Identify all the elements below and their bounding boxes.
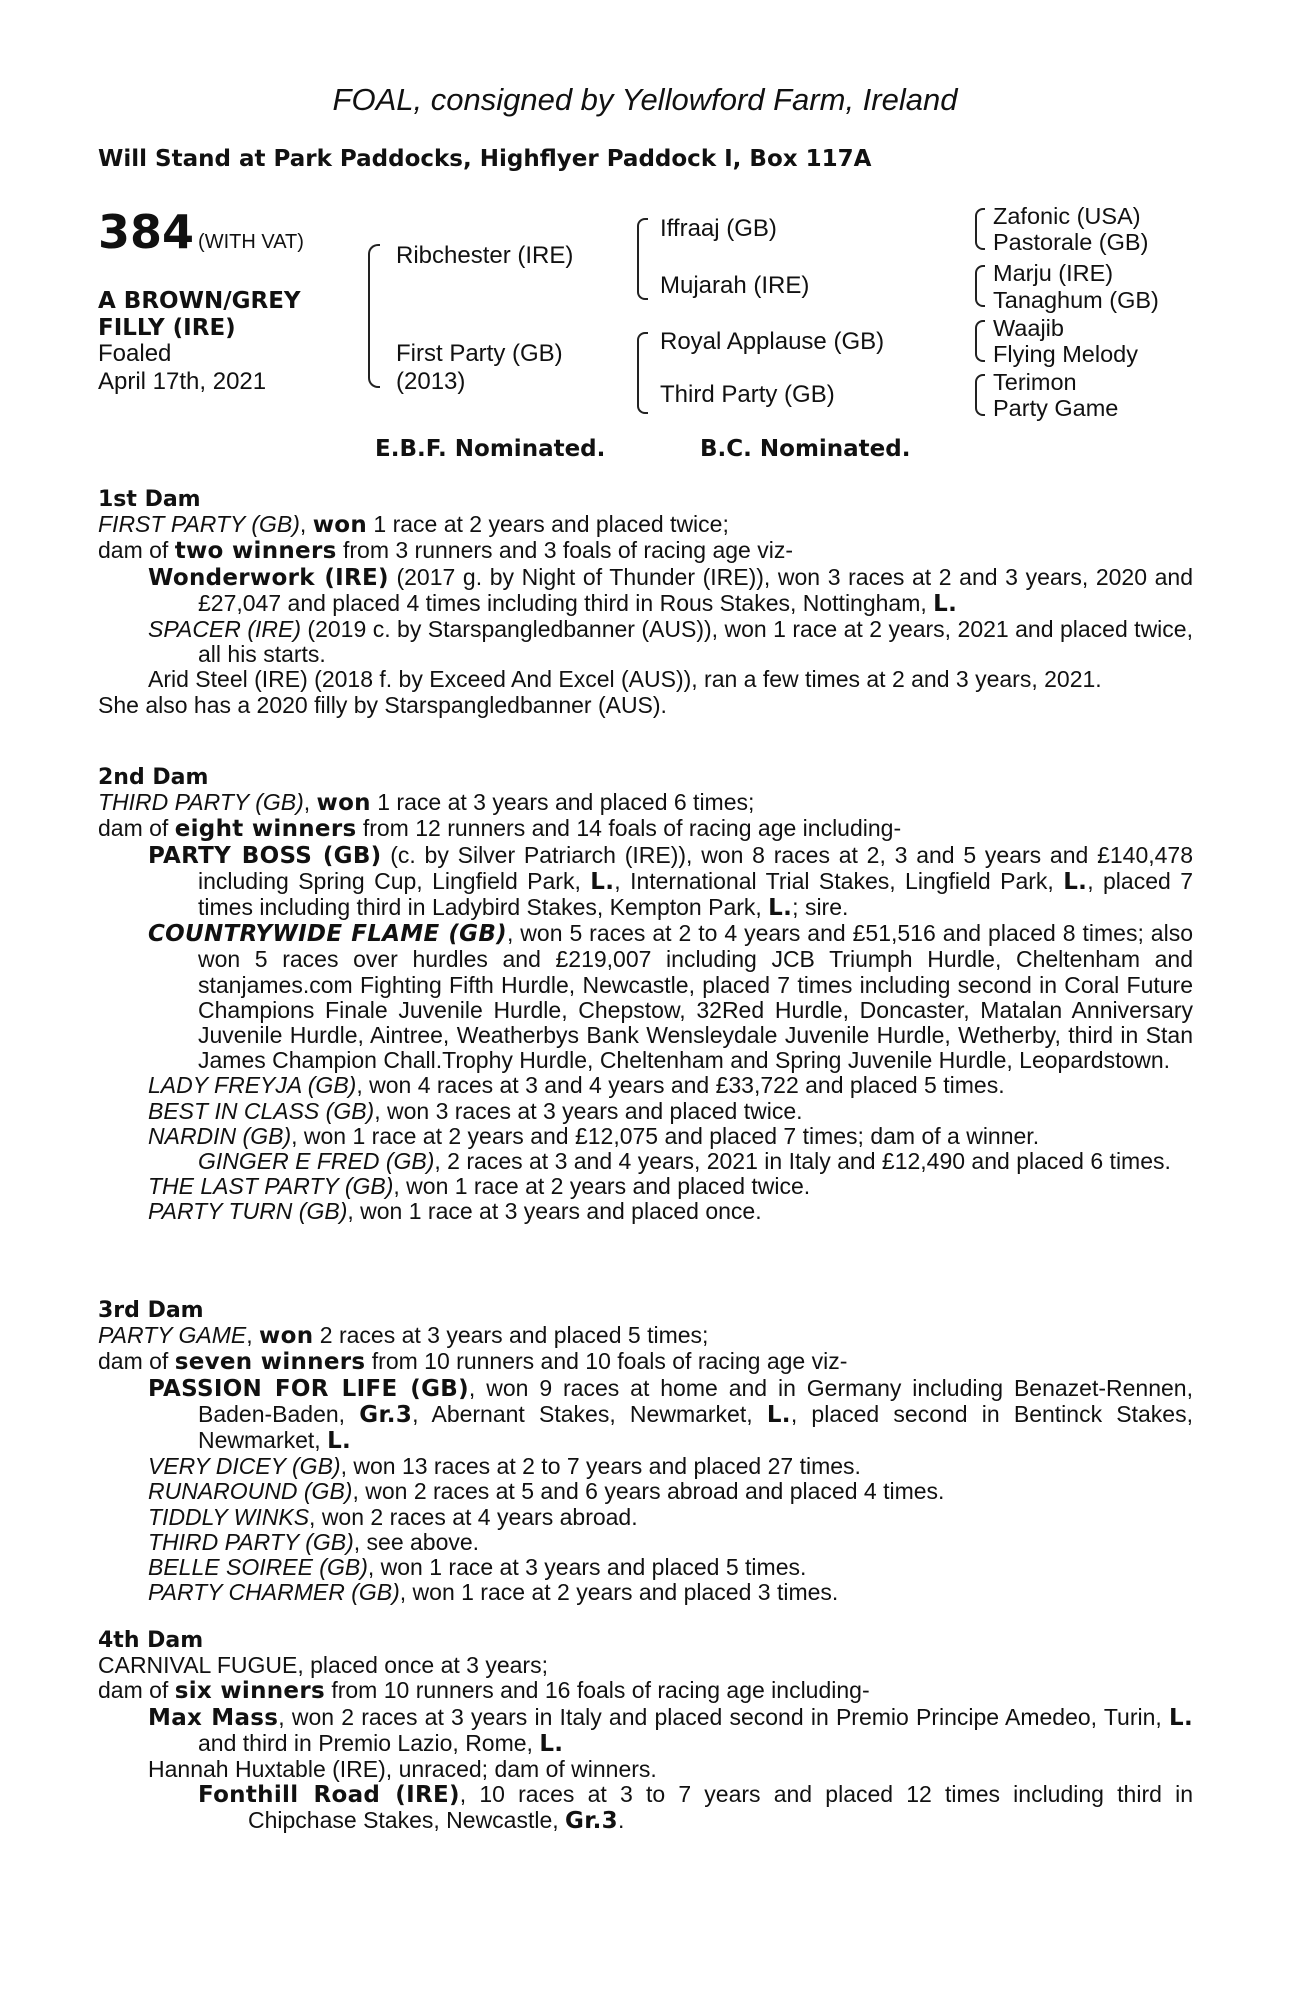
text: from 10 runners and 16 foals of racing age including-	[324, 1677, 870, 1704]
pedigree-dam: First Party (GB)	[396, 340, 563, 367]
pedigree-sire: Ribchester (IRE)	[396, 242, 574, 269]
progeny-record: , won 1 race at 3 years and placed once.	[347, 1198, 762, 1225]
winners-count: two winners	[174, 538, 337, 565]
first-dam-footer: She also has a 2020 filly by Starspangledbanner (AUS).	[98, 691, 667, 718]
pedigree-brace-3a	[975, 208, 985, 250]
pedigree-brace-3b	[975, 265, 985, 307]
progeny-name: THE LAST PARTY (GB)	[148, 1173, 394, 1200]
progeny-record: , won 1 race at 2 years and placed 3 times.	[399, 1579, 839, 1606]
text: , won 2 races at 3 years in Italy and placed second in Premio Principe Amedeo, Turin,	[278, 1703, 1169, 1730]
progeny-name: LADY FREYJA (GB)	[148, 1072, 357, 1099]
pedigree-g3-4: Tanaghum (GB)	[993, 287, 1159, 313]
progeny-name: PARTY CHARMER (GB)	[148, 1579, 400, 1606]
pedigree-sire-sire: Iffraaj (GB)	[660, 215, 777, 242]
progeny-entry	[98, 921, 1193, 1073]
sex-line-1: A BROWN/GREY	[98, 288, 301, 314]
pedigree-g3-6: Flying Melody	[993, 341, 1138, 367]
winners-count: seven winners	[174, 1349, 366, 1376]
progeny-entry	[98, 1376, 1193, 1455]
pedigree-brace-3d	[975, 374, 985, 416]
foaled-block	[98, 340, 266, 396]
progeny-entry	[98, 843, 1193, 922]
progeny-name: PARTY BOSS (GB)	[148, 842, 382, 869]
progeny-entry	[98, 1174, 1193, 1199]
progeny-record: (2019 c. by Starspangledbanner (AUS)), won 1 race at 2 years, 2021 and placed twice, all his starts.	[198, 616, 1193, 668]
progeny-entry: Arid Steel (IRE) (2018 f. by Exceed And Excel (AUS)), ran a few times at 2 and 3 years, 2021.	[148, 666, 1102, 693]
third-dam-produce	[98, 1349, 1193, 1375]
foaled-date: April 17th, 2021	[98, 368, 267, 395]
progeny-name: BELLE SOIREE (GB)	[148, 1554, 368, 1581]
progeny-record: , won 1 race at 2 years and placed twice.	[393, 1173, 811, 1200]
progeny-record: , won 3 races at 3 years and placed twice.	[374, 1097, 803, 1124]
progeny-record: , won 1 race at 3 years and placed 5 times.	[367, 1554, 807, 1581]
listed-marker: L.	[327, 1428, 352, 1455]
bc-nomination: B.C. Nominated.	[700, 436, 911, 462]
progeny-name: Wonderwork (IRE)	[148, 564, 389, 591]
progeny-entry	[98, 1454, 1193, 1479]
progeny-entry	[98, 1199, 1193, 1224]
listed-marker: L.	[1168, 1704, 1193, 1731]
pedigree-g3-1: Zafonic (USA)	[993, 203, 1141, 229]
text: , 10 races at 3 to 7 years and placed 12 times including third in Chipchase Stakes, Newcastle,	[248, 1781, 1193, 1834]
text: , won 9 races at home and in Germany including Benazet-Rennen, Baden-Baden,	[198, 1374, 1193, 1427]
sex-line-2: FILLY (IRE)	[98, 315, 236, 341]
horse-description	[98, 288, 358, 342]
progeny-name: PASSION FOR LIFE (GB)	[148, 1375, 469, 1402]
progeny-name: COUNTRYWIDE FLAME (GB)	[148, 921, 507, 948]
text: ; sire.	[792, 894, 849, 921]
won-label: won	[312, 512, 368, 539]
pedigree-sire-dam: Mujarah (IRE)	[660, 272, 810, 299]
progeny-name: THIRD PARTY (GB)	[148, 1528, 354, 1555]
text: dam of	[98, 537, 175, 564]
progeny-entry	[98, 1479, 1193, 1504]
dam-name: FIRST PARTY (GB)	[98, 511, 300, 538]
summary-text: 1 race at 2 years and placed twice;	[367, 511, 729, 538]
second-dam-section	[98, 765, 1193, 1225]
progeny-record: , won 2 races at 4 years abroad.	[309, 1503, 638, 1530]
grand-progeny-entry	[98, 1149, 1193, 1174]
pedigree-brace-1	[368, 244, 380, 388]
progeny-name: RUNAROUND (GB)	[148, 1478, 353, 1505]
progeny-entry	[98, 1580, 1193, 1605]
summary-text: 1 race at 3 years and placed 6 times;	[370, 789, 755, 816]
progeny-record: , see above.	[353, 1528, 480, 1555]
pedigree-brace-2b	[637, 332, 648, 414]
first-dam-produce	[98, 538, 1193, 564]
fourth-dam-summary: CARNIVAL FUGUE, placed once at 3 years;	[98, 1652, 548, 1679]
dam-name: PARTY GAME	[98, 1322, 247, 1349]
text: dam of	[98, 1348, 175, 1375]
progeny-entry	[98, 1530, 1193, 1555]
text: from 3 runners and 3 foals of racing age viz-	[336, 537, 793, 564]
summary-text: 2 races at 3 years and placed 5 times;	[313, 1322, 709, 1349]
first-dam-section	[98, 487, 1193, 718]
lot-number: 384	[98, 205, 195, 259]
progeny-record: , won 4 races at 3 and 4 years and £33,722 and placed 5 times.	[356, 1072, 1005, 1099]
progeny-name: Fonthill Road (IRE)	[198, 1782, 460, 1809]
text: dam of	[98, 815, 175, 842]
progeny-entry	[98, 565, 1193, 617]
progeny-entry	[98, 1505, 1193, 1530]
progeny-record: , won 13 races at 2 to 7 years and placed 27 times.	[340, 1453, 861, 1480]
progeny-name: NARDIN (GB)	[148, 1122, 292, 1149]
progeny-name: BEST IN CLASS (GB)	[148, 1097, 375, 1124]
stand-location: Will Stand at Park Paddocks, Highflyer Paddock I, Box 117A	[98, 146, 872, 172]
listed-marker: L.	[539, 1730, 564, 1757]
listed-marker: L.	[766, 1401, 791, 1428]
listed-marker: L.	[590, 868, 615, 895]
first-dam-heading: 1st Dam	[98, 487, 201, 512]
won-label: won	[259, 1323, 314, 1350]
text: , placed second in Bentinck Stakes, Newmarket,	[198, 1400, 1193, 1454]
winners-count: six winners	[174, 1678, 325, 1705]
third-dam-section	[98, 1298, 1193, 1605]
text: , International Trial Stakes, Lingfield Park,	[614, 867, 1064, 894]
progeny-record: , won 2 races at 5 and 6 years abroad and placed 4 times.	[352, 1478, 945, 1505]
progeny-name: GINGER E FRED (GB)	[198, 1148, 435, 1175]
second-dam-produce	[98, 816, 1193, 842]
pedigree-dam-year: (2013)	[396, 368, 466, 395]
dam-name: THIRD PARTY (GB)	[98, 789, 304, 816]
progeny-entry	[98, 1555, 1193, 1580]
listed-marker: L.	[768, 895, 793, 922]
listed-marker: L.	[933, 590, 958, 617]
winners-count: eight winners	[174, 816, 357, 843]
progeny-entry	[98, 1099, 1193, 1124]
pedigree-brace-3c	[975, 320, 985, 362]
progeny-entry: Hannah Huxtable (IRE), unraced; dam of winners.	[148, 1756, 657, 1783]
pedigree-g3-3: Marju (IRE)	[993, 260, 1114, 286]
second-dam-summary: THIRD PARTY (GB), won 1 race at 3 years and placed 6 times;	[98, 789, 755, 817]
text: (c. by Silver Patriarch (IRE)), won 8 races at 2, 3 and 5 years and £140,478 including Spring Cup, Lingfield Park,	[198, 841, 1193, 894]
text: , placed 7 times including third in Ladybird Stakes, Kempton Park,	[198, 867, 1193, 921]
consignment-line: FOAL, consigned by Yellowford Farm, Ireland	[332, 82, 958, 117]
text: .	[617, 1807, 625, 1834]
third-dam-summary: PARTY GAME, won 2 races at 3 years and placed 5 times;	[98, 1322, 709, 1350]
text: and third in Premio Lazio, Rome,	[198, 1729, 540, 1756]
pedigree-g3-7: Terimon	[993, 369, 1077, 395]
group-marker: Gr.3	[565, 1808, 618, 1835]
ebf-nomination: E.B.F. Nominated.	[375, 436, 606, 462]
listed-marker: L.	[1063, 868, 1088, 895]
pedigree-g3-8: Party Game	[993, 395, 1119, 421]
progeny-record: , won 1 race at 2 years and £12,075 and placed 7 times; dam of a winner.	[291, 1122, 1040, 1149]
pedigree-brace-2a	[637, 218, 648, 300]
progeny-record: (2017 g. by Night of Thunder (IRE)), won 3 races at 2 and 3 years, 2020 and £27,047 and placed 4 times including third in Rous Stakes, Nottingham,	[198, 563, 1193, 616]
progeny-entry	[98, 617, 1193, 667]
pedigree-dam-dam: Third Party (GB)	[660, 381, 835, 408]
pedigree-g3-5: Waajib	[993, 315, 1064, 341]
fourth-dam-produce	[98, 1678, 1193, 1704]
text: from 10 runners and 10 foals of racing age viz-	[365, 1348, 848, 1375]
text: , Abernant Stakes, Newmarket,	[412, 1400, 767, 1427]
third-dam-heading: 3rd Dam	[98, 1298, 204, 1323]
progeny-name: Max Mass	[148, 1704, 279, 1731]
progeny-name: VERY DICEY (GB)	[148, 1453, 341, 1480]
progeny-record: , won 5 races at 2 to 4 years and £51,516 and placed 8 times; also won 5 races over hurdles and £219,007 including JCB Triumph Hurdle, Cheltenham and stanjames.com Fighting Fifth Hurdle, Newcastle, placed 7 times including second in Coral Future Champions Finale Juvenile Hurdle, Chepstow, 32Red Hurdle, Doncaster, Matalan Anniversary Juvenile Hurdle, Aintree, Weatherbys Bank Wensleydale Juvenile Hurdle, Wetherby, third in Stan James Champion Chall.Trophy Hurdle, Cheltenham and Spring Juvenile Hurdle, Leopardstown.	[198, 920, 1193, 1074]
progeny-name: SPACER (IRE)	[148, 616, 301, 643]
fourth-dam-heading: 4th Dam	[98, 1628, 204, 1653]
lot-number-block	[98, 205, 304, 259]
group-marker: Gr.3	[359, 1401, 413, 1428]
progeny-entry	[98, 1073, 1193, 1098]
won-label: won	[316, 790, 371, 817]
foaled-label: Foaled	[98, 340, 172, 367]
first-dam-summary: FIRST PARTY (GB), won 1 race at 2 years and placed twice;	[98, 511, 729, 539]
vat-note: (WITH VAT)	[198, 231, 304, 253]
fourth-dam-section	[98, 1628, 1193, 1835]
progeny-entry	[98, 1124, 1193, 1149]
pedigree-dam-sire: Royal Applause (GB)	[660, 328, 885, 355]
text: from 12 runners and 14 foals of racing age including-	[356, 815, 902, 842]
second-dam-heading: 2nd Dam	[98, 765, 209, 790]
progeny-record: , 2 races at 3 and 4 years, 2021 in Italy and £12,490 and placed 6 times.	[434, 1148, 1171, 1175]
grand-progeny-entry	[98, 1782, 1193, 1834]
pedigree-g3-2: Pastorale (GB)	[993, 229, 1149, 255]
progeny-name: TIDDLY WINKS	[148, 1503, 310, 1530]
progeny-entry	[98, 1705, 1193, 1757]
progeny-name: PARTY TURN (GB)	[148, 1198, 348, 1225]
text: dam of	[98, 1677, 175, 1704]
